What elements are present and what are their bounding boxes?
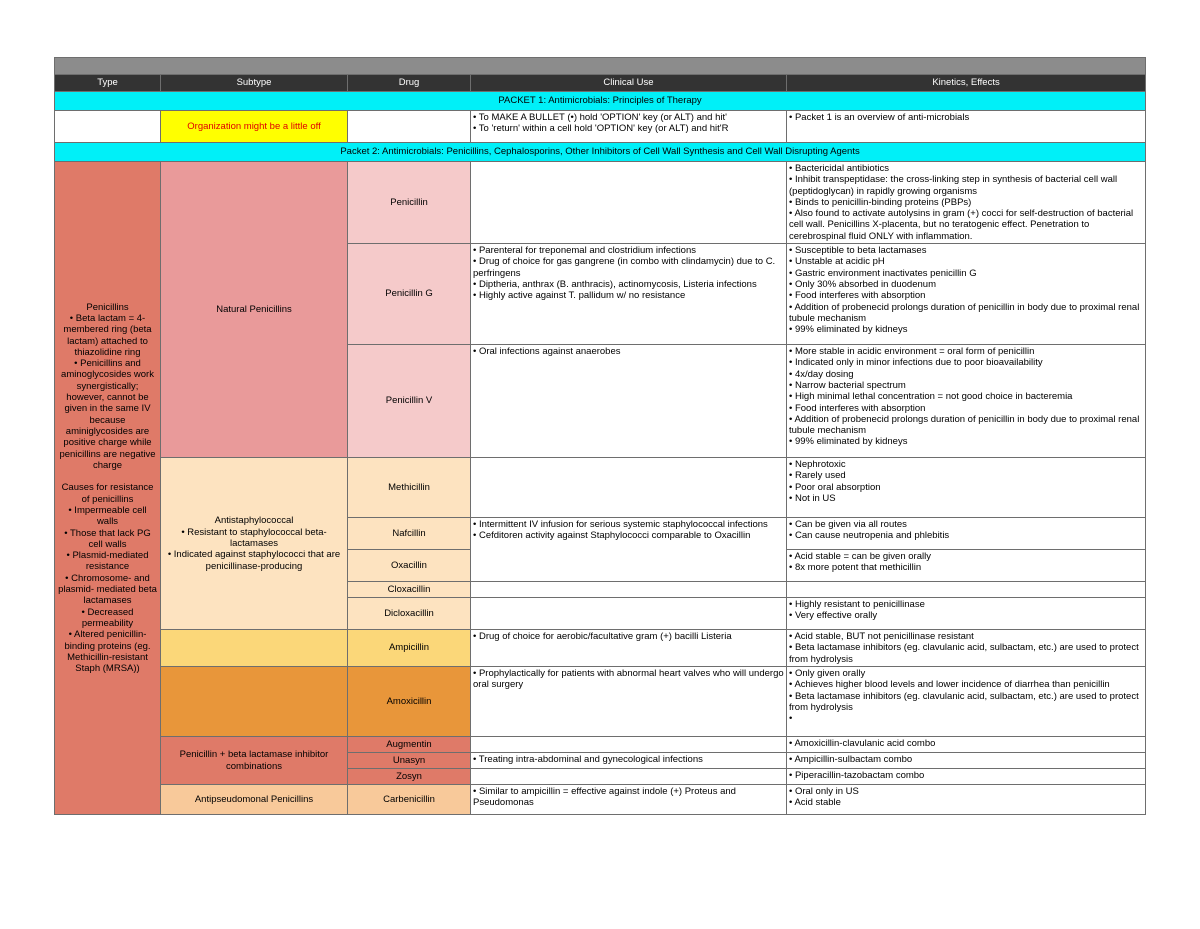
packet-1-title[interactable]: PACKET 1: Antimicrobials: Principles of Therapy — [55, 92, 1146, 111]
drug-penicillin-v[interactable]: Penicillin V — [348, 345, 471, 458]
clinical-amoxicillin[interactable]: • Prophylactically for patients with abnormal heart valves who will undergo oral surgery — [471, 667, 787, 737]
packet-1-subtype-cell[interactable]: Organization might be a little off — [161, 111, 348, 143]
packet-1-drug-cell[interactable] — [348, 111, 471, 143]
kinetics-nafcillin[interactable]: • Can be given via all routes • Can cause neutropenia and phlebitis — [787, 518, 1146, 550]
clinical-penicillin-v[interactable]: • Oral infections against anaerobes — [471, 345, 787, 458]
clinical-carbenicillin[interactable]: • Similar to ampicillin = effective against indole (+) Proteus and Pseudomonas — [471, 785, 787, 815]
drug-penicillin-g[interactable]: Penicillin G — [348, 244, 471, 345]
drug-amoxicillin[interactable]: Amoxicillin — [348, 667, 471, 737]
kinetics-ampicillin[interactable]: • Acid stable, BUT not penicillinase resistant • Beta lactamase inhibitors (eg. clavulanic acid, sulbactam, etc.) are used to protect from hydrolysis — [787, 630, 1146, 667]
clinical-dicloxacillin[interactable] — [471, 598, 787, 630]
kinetics-penicillin-v[interactable]: • More stable in acidic environment = oral form of penicillin • Indicated only in minor infections due to poor bioavailability • 4x/day dosing • Narrow bacterial spectrum • High minimal lethal concentration = not good choice in bacteremia • Food interferes with absorption • Addition of probenecid prolongs duration of penicillin in body due to proximal renal tubule mechanism • 99% eliminated by kidneys — [787, 345, 1146, 458]
kinetics-carbenicillin[interactable]: • Oral only in US • Acid stable — [787, 785, 1146, 815]
clinical-penicillin[interactable] — [471, 162, 787, 244]
packet-1-row — [55, 92, 1146, 111]
packet-2-title[interactable]: Packet 2: Antimicrobials: Penicillins, Cephalosporins, Other Inhibitors of Cell Wall Synthesis and Cell Wall Disrupting Agents — [55, 143, 1146, 162]
clinical-methicillin[interactable] — [471, 458, 787, 518]
kinetics-cloxacillin[interactable] — [787, 582, 1146, 598]
title-bar-row — [55, 58, 1146, 75]
kinetics-augmentin[interactable]: • Amoxicillin-clavulanic acid combo — [787, 737, 1146, 753]
packet-1-kinetics-cell[interactable]: • Packet 1 is an overview of anti-microbials — [787, 111, 1146, 143]
drug-zosyn[interactable]: Zosyn — [348, 769, 471, 785]
drug-oxacillin[interactable]: Oxacillin — [348, 550, 471, 582]
drug-unasyn[interactable]: Unasyn — [348, 753, 471, 769]
title-bar-cell — [55, 58, 1146, 75]
drug-carbenicillin[interactable]: Carbenicillin — [348, 785, 471, 815]
subtype-antistaphylococcal[interactable]: Antistaphylococcal • Resistant to staphylococcal beta-lactamases • Indicated against staphylococci that are penicillinase-producing — [161, 458, 348, 630]
kinetics-methicillin[interactable]: • Nephrotoxic • Rarely used • Poor oral absorption • Not in US — [787, 458, 1146, 518]
packet-1-clinical-cell[interactable]: • To MAKE A BULLET (•) hold 'OPTION' key (or ALT) and hit' • To 'return' within a cell hold 'OPTION' key (or ALT) and hit'R — [471, 111, 787, 143]
packet-1-type-cell[interactable] — [55, 111, 161, 143]
subtype-antipseudomonal-penicillins[interactable]: Antipseudomonal Penicillins — [161, 785, 348, 815]
drug-cloxacillin[interactable]: Cloxacillin — [348, 582, 471, 598]
header-row — [55, 75, 1146, 92]
drug-dicloxacillin[interactable]: Dicloxacillin — [348, 598, 471, 630]
subtype-penicillin-combinations[interactable]: Penicillin + beta lactamase inhibitor combinations — [161, 737, 348, 785]
kinetics-dicloxacillin[interactable]: • Highly resistant to penicillinase • Very effective orally — [787, 598, 1146, 630]
subtype-amoxicillin-cell[interactable] — [161, 667, 348, 737]
drug-row-carbenicillin — [55, 785, 1146, 815]
type-penicillins-cell[interactable]: Penicillins • Beta lactam = 4-membered ring (beta lactam) attached to thiazolidine ring • Penicillins and aminoglycosides work synergistically; however, cannot be given in the same IV because aminiglycosides are positive charge while penicillins are negative charge Causes for resistance of penicillins • Impermeable cell walls • Those that lack PG cell walls • Plasmid-mediated resistance • Chromosome- and plasmid- mediated beta lactamases • Decreased permeability • Altered penicillin-binding proteins (eg. Methicillin-resistant Staph (MRSA)) — [55, 162, 161, 815]
drug-row-amoxicillin — [55, 667, 1146, 737]
drug-nafcillin[interactable]: Nafcillin — [348, 518, 471, 550]
drug-ampicillin[interactable]: Ampicillin — [348, 630, 471, 667]
clinical-nafcillin-oxacillin[interactable]: • Intermittent IV infusion for serious systemic staphylococcal infections • Cefditoren activity against Staphylococci comparable to Oxacillin — [471, 518, 787, 582]
clinical-penicillin-g[interactable]: • Parenteral for treponemal and clostridium infections • Drug of choice for gas gangrene (in combo with clindamycin) due to C. perfringens • Diptheria, anthrax (B. anthracis), actinomycosis, Listeria infections • Highly active against T. pallidum w/ no resistance — [471, 244, 787, 345]
kinetics-oxacillin[interactable]: • Acid stable = can be given orally • 8x more potent that methicillin — [787, 550, 1146, 582]
header-drug[interactable]: Drug — [348, 75, 471, 92]
drug-row-ampicillin — [55, 630, 1146, 667]
kinetics-amoxicillin[interactable]: • Only given orally • Achieves higher blood levels and lower incidence of diarrhea than penicillin • Beta lactamase inhibitors (eg. clavulanic acid, sulbactam, etc.) are used to protect from hydrolysis • — [787, 667, 1146, 737]
spreadsheet-table — [54, 57, 1146, 815]
header-kinetics-effects[interactable]: Kinetics, Effects — [787, 75, 1146, 92]
drug-row-methicillin — [55, 458, 1146, 518]
subtype-ampicillin-cell[interactable] — [161, 630, 348, 667]
clinical-ampicillin[interactable]: • Drug of choice for aerobic/facultative gram (+) bacilli Listeria — [471, 630, 787, 667]
kinetics-penicillin-g[interactable]: • Susceptible to beta lactamases • Unstable at acidic pH • Gastric environment inactivates penicillin G • Only 30% absorbed in duodenum • Food interferes with absorption • Addition of probenecid prolongs duration of penicillin in body due to proximal renal tubule mechanism • 99% eliminated by kidneys — [787, 244, 1146, 345]
packet-1-data-row — [55, 111, 1146, 143]
clinical-cloxacillin[interactable] — [471, 582, 787, 598]
subtype-natural-penicillins[interactable]: Natural Penicillins — [161, 162, 348, 458]
header-clinical-use[interactable]: Clinical Use — [471, 75, 787, 92]
clinical-zosyn[interactable] — [471, 769, 787, 785]
drug-row-penicillin — [55, 162, 1146, 244]
kinetics-unasyn[interactable]: • Ampicillin-sulbactam combo — [787, 753, 1146, 769]
header-subtype[interactable]: Subtype — [161, 75, 348, 92]
kinetics-penicillin[interactable]: • Bactericidal antibiotics • Inhibit transpeptidase: the cross-linking step in synthesis of bacterial cell wall (peptidoglycan) in rapidly growing organisms • Binds to penicillin-binding proteins (PBPs) • Also found to activate autolysins in gram (+) cocci for self-destruction of bacterial cell wall. Penicillins X-placenta, but no teratogenic effect. Penetration to cerebrospinal fluid ONLY with inflammation. — [787, 162, 1146, 244]
kinetics-zosyn[interactable]: • Piperacillin-tazobactam combo — [787, 769, 1146, 785]
clinical-unasyn[interactable]: • Treating intra-abdominal and gynecological infections — [471, 753, 787, 769]
header-type[interactable]: Type — [55, 75, 161, 92]
drug-penicillin[interactable]: Penicillin — [348, 162, 471, 244]
drug-row-augmentin — [55, 737, 1146, 753]
drug-augmentin[interactable]: Augmentin — [348, 737, 471, 753]
drug-methicillin[interactable]: Methicillin — [348, 458, 471, 518]
packet-2-row — [55, 143, 1146, 162]
clinical-augmentin[interactable] — [471, 737, 787, 753]
